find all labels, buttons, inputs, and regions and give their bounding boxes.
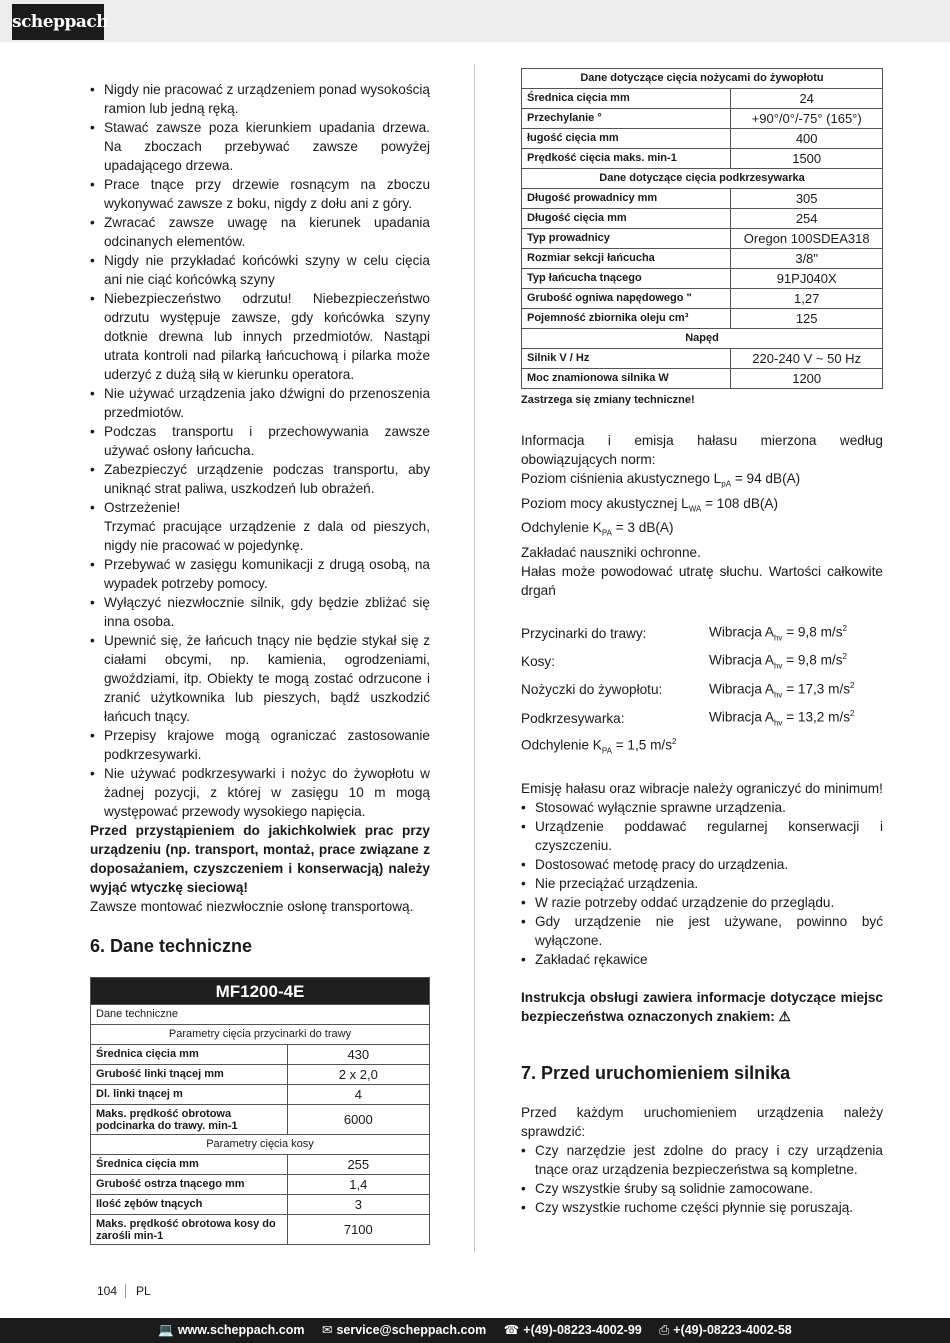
group-header-drive: Napęd — [522, 329, 883, 349]
language-code: PL — [125, 1284, 151, 1298]
vibration-value: Wibracja $A_{hv} = 17,3$ $m/s^2$ — [709, 680, 855, 699]
unplug-warning: Przed przystąpieniem do jakichkolwiek prac przy urządzeniu (np. transport, montaż, prace związane z doposażaniem, czyszczeniem i konserwacją) należy wyjąć wtyczkę sieciową! — [90, 823, 430, 895]
row-label: Ilość zębów tnących — [91, 1195, 288, 1215]
list-item: • Zabezpieczyć urządzenie podczas transportu, aby uniknąć strat paliwa, uszkodzeń lub obrażeń. — [90, 460, 430, 498]
computer-icon: 💻 — [158, 1323, 174, 1337]
list-item: • Zwracać zawsze uwagę na kierunek upadania odcinanych elementów. — [90, 213, 430, 251]
list-item: • Nigdy nie przykładać końcówki szyny w celu cięcia ani nie ciąć końcówką szyny — [90, 251, 430, 289]
noise-power: Poziom mocy akustycznej $L_{WA} = 108$ dB(A) — [521, 495, 779, 514]
fax-number: +(49)-08223-4002-58 — [673, 1323, 792, 1337]
list-item: • Przebywać w zasięgu komunikacji z drugą osobą, na wypadek potrzeby pomocy. — [90, 555, 430, 593]
list-item: • Urządzenie poddawać regularnej konserwacji i czyszczeniu. — [521, 817, 883, 855]
transport-guard-note: Zawsze montować niezwłocznie osłonę transportową. — [90, 899, 414, 914]
scheppach-logo: scheppach — [12, 4, 104, 40]
page-footer — [97, 1284, 151, 1298]
table-row — [522, 209, 883, 229]
row-value: 305 — [731, 189, 883, 209]
right-column — [521, 68, 883, 1217]
group-header-pruner: Dane dotyczące cięcia podkrzesywarka — [522, 169, 883, 189]
phone-icon: ☎ — [503, 1323, 520, 1337]
list-item: • Czy narzędzie jest zdolne do pracy i czy urządzenia tnące oraz urządzenia bezpieczeństwa są kompletne. — [521, 1141, 883, 1179]
row-label: Przechylanie ° — [522, 109, 731, 129]
table-row — [522, 109, 883, 129]
list-item: • Dostosować metodę pracy do urządzenia. — [521, 855, 883, 874]
fax-item — [659, 1323, 792, 1337]
table-row — [522, 309, 883, 329]
row-value: 1500 — [731, 149, 883, 169]
vibration-table — [521, 619, 883, 760]
row-label: Grubość ogniwa napędowego " — [522, 289, 731, 309]
technical-data-table-continued — [521, 68, 883, 389]
table-row — [91, 1085, 430, 1105]
row-value: 430 — [287, 1045, 429, 1065]
row-label: ługość cięcia mm — [522, 129, 731, 149]
table-row — [522, 149, 883, 169]
mail-icon: ✉ — [321, 1323, 333, 1337]
row-value: 6000 — [287, 1105, 429, 1135]
list-item: • Stosować wyłącznie sprawne urządzenia. — [521, 798, 883, 817]
table-row — [521, 676, 883, 704]
list-item: • Podczas transportu i przechowywania zawsze używać osłony łańcucha. — [90, 422, 430, 460]
minimize-list — [521, 798, 883, 969]
list-item: • Przepisy krajowe mogą ograniczać zastosowanie podkrzesywarki. — [90, 726, 430, 764]
row-label: Grubość ostrza tnącego mm — [91, 1175, 288, 1195]
vibration-tool: Podkrzesywarka: — [521, 710, 625, 726]
list-item — [90, 498, 430, 555]
vibration-value: Wibracja $A_{hv} = 13,2$ $m/s^2$ — [709, 708, 855, 728]
table-row — [522, 129, 883, 149]
row-label: Maks. prędkość obrotowa kosy do zarośli min-1 — [91, 1215, 288, 1245]
row-value: 2 x 2,0 — [287, 1065, 429, 1085]
left-column — [90, 80, 430, 1245]
email-item[interactable] — [322, 1323, 486, 1337]
vibration-tool: Kosy: — [521, 654, 555, 670]
table-row — [522, 269, 883, 289]
table-row — [522, 89, 883, 109]
row-value: Oregon 100SDEA318 — [731, 229, 883, 249]
list-item: • Czy wszystkie ruchome części płynnie się poruszają. — [521, 1198, 883, 1217]
vibration-value: Wibracja $A_{hv} = 9,8$ $m/s^2$ — [709, 624, 847, 643]
hearing-loss-note: Hałas może powodować utratę słuchu. Wartości całkowite drgań — [521, 564, 883, 599]
table-title: Dane techniczne — [91, 1005, 430, 1025]
list-item: • Wyłączyć niezwłocznie silnik, gdy będzie zbliżać się inna osoba. — [90, 593, 430, 631]
row-label: Dl. linki tnącej m — [91, 1085, 288, 1105]
minimize-note: Emisję hałasu oraz wibracje należy ograniczyć do minimum! — [521, 781, 883, 797]
safety-symbol-note: Instrukcja obsługi zawiera informacje dotyczące miejsc bezpieczeństwa oznaczonych znakiem: ⚠ — [521, 990, 883, 1025]
row-label: Typ łańcucha tnącego — [522, 269, 731, 289]
table-row — [521, 647, 883, 675]
list-item: • Prace tnące przy drzewie rosnącym na zboczu wykonywać zawsze z boku, nigdy z dołu ani z góry. — [90, 175, 430, 213]
contact-bar — [0, 1318, 950, 1343]
vibration-tool: Nożyczki do żywopłotu: — [521, 682, 663, 698]
group-header-hedge: Dane dotyczące cięcia nożycami do żywopłotu — [522, 69, 883, 89]
row-label: Średnica cięcia mm — [91, 1155, 288, 1175]
row-value: 1200 — [731, 369, 883, 389]
row-value: 1,4 — [287, 1175, 429, 1195]
row-value: 3 — [287, 1195, 429, 1215]
row-value: 255 — [287, 1155, 429, 1175]
phone-number: +(49)-08223-4002-99 — [523, 1323, 642, 1337]
page-number: 104 — [97, 1284, 118, 1298]
list-item: • Stawać zawsze poza kierunkiem upadania drzewa. Na zboczach przebywać zawsze powyżej upadającego drzewa. — [90, 118, 430, 175]
warning-text: Trzymać pracujące urządzenie z dala od pieszych, nigdy nie pracować w pojedynkę. — [104, 519, 430, 553]
table-row — [91, 1155, 430, 1175]
column-divider — [474, 64, 475, 1252]
check-list — [521, 1141, 883, 1217]
row-value: 24 — [731, 89, 883, 109]
row-value: 400 — [731, 129, 883, 149]
email-link[interactable]: service@scheppach.com — [336, 1323, 487, 1337]
list-item: • Nie przeciążać urządzenia. — [521, 874, 883, 893]
website-item[interactable] — [158, 1323, 304, 1337]
row-label: Silnik V / Hz — [522, 349, 731, 369]
row-value: 254 — [731, 209, 883, 229]
technical-data-table — [90, 977, 430, 1245]
warning-label: • Ostrzeżenie! — [104, 500, 181, 515]
ear-protection-note: Zakładać nauszniki ochronne. — [521, 545, 701, 561]
phone-item — [504, 1323, 642, 1337]
section-title-before-start: 7. Przed uruchomieniem silnika — [521, 1063, 791, 1084]
row-label: Średnica cięcia mm — [91, 1045, 288, 1065]
row-label: Prędkość cięcia maks. min-1 — [522, 149, 731, 169]
table-row — [91, 1045, 430, 1065]
group-header-brushcutter: Parametry cięcia kosy — [91, 1135, 430, 1155]
list-item: • Upewnić się, że łańcuch tnący nie będzie stykał się z ciałami obcymi, np. kamienia, ogrodzeniami, gwoździami, itp. Obiekty te mogą zostać odrzucone i zranić użytkownika lub pieszych, bądź uszkodzić łańcuch tnący. — [90, 631, 430, 726]
website-link[interactable]: www.scheppach.com — [177, 1323, 305, 1337]
list-item: • Niebezpieczeństwo odrzutu! Niebezpieczeństwo odrzutu występuje zawsze, gdy końcówka szyny dotknie drewna lub innych przedmiotów. Nastąpi utrata kontroli nad pilarką łańcuchową i pilarka może uderzyć z dużą siłą w kierunku operatora. — [90, 289, 430, 384]
row-label: Średnica cięcia mm — [522, 89, 731, 109]
table-row — [521, 704, 883, 732]
row-label: Pojemność zbiornika oleju cm³ — [522, 309, 731, 329]
table-row — [522, 229, 883, 249]
noise-deviation: Odchylenie $K_{PA} = 3$ dB(A) — [521, 520, 674, 539]
noise-intro: Informacja i emisja hałasu mierzona według obowiązujących norm: — [521, 433, 883, 467]
fax-icon: ⎙ — [659, 1323, 670, 1337]
list-item: • W razie potrzeby oddać urządzenie do przeglądu. — [521, 893, 883, 912]
list-item: • Gdy urządzenie nie jest używane, powinno być wyłączone. — [521, 912, 883, 950]
table-row — [521, 619, 883, 647]
table-row — [522, 289, 883, 309]
table-row — [91, 1065, 430, 1085]
row-value: +90°/0°/-75° (165°) — [731, 109, 883, 129]
row-label: Moc znamionowa silnika W — [522, 369, 731, 389]
noise-pressure: Poziom ciśnienia akustycznego $L_{pA} = 94$ dB(A) — [521, 471, 801, 489]
row-label: Długość cięcia mm — [522, 209, 731, 229]
list-item: • Nigdy nie pracować z urządzeniem ponad wysokością ramion lub jedną ręką. — [90, 80, 430, 118]
table-row — [91, 1215, 430, 1245]
table-row — [522, 369, 883, 389]
table-row — [91, 1195, 430, 1215]
vibration-tool: Przycinarki do trawy: — [521, 625, 647, 641]
row-value: 1,27 — [731, 289, 883, 309]
list-item: • Nie używać podkrzesywarki i nożyc do żywopłotu w żadnej pozycji, z której w zasięgu 10 m mogą występować przewody wysokiego napięcia. — [90, 764, 430, 821]
check-intro: Przed każdym uruchomieniem urządzenia należy sprawdzić: — [521, 1105, 883, 1140]
row-label: Maks. prędkość obrotowa podcinarka do trawy. min-1 — [91, 1105, 288, 1135]
table-row — [522, 249, 883, 269]
list-item: • Zakładać rękawice — [521, 950, 883, 969]
table-row — [91, 1175, 430, 1195]
row-value: 7100 — [287, 1215, 429, 1245]
section-title-technical-data: 6. Dane techniczne — [90, 936, 253, 956]
row-value: 4 — [287, 1085, 429, 1105]
table-row — [522, 349, 883, 369]
row-value: 91PJ040X — [731, 269, 883, 289]
row-value: 125 — [731, 309, 883, 329]
table-row — [522, 189, 883, 209]
table-row — [521, 732, 883, 760]
row-value: 220-240 V ~ 50 Hz — [731, 349, 883, 369]
list-item: • Nie używać urządzenia jako dźwigni do przenoszenia przedmiotów. — [90, 384, 430, 422]
group-header-trimmer: Parametry cięcia przycinarki do trawy — [91, 1025, 430, 1045]
row-label: Długość prowadnicy mm — [522, 189, 731, 209]
header-bar — [0, 0, 950, 42]
list-item: • Czy wszystkie śruby są solidnie zamocowane. — [521, 1179, 883, 1198]
row-label: Grubość linki tnącej mm — [91, 1065, 288, 1085]
table-row — [91, 1105, 430, 1135]
row-label: Rozmiar sekcji łańcucha — [522, 249, 731, 269]
vibration-value: Wibracja $A_{hv} = 9,8$ $m/s^2$ — [709, 652, 847, 671]
row-label: Typ prowadnicy — [522, 229, 731, 249]
technical-changes-note: Zastrzega się zmiany techniczne! — [521, 394, 695, 406]
row-value: 3/8" — [731, 249, 883, 269]
model-name: MF1200-4E — [91, 978, 430, 1005]
vibration-deviation: Odchylenie $K_{PA} = 1,5$ $m/s^2$ — [521, 737, 677, 756]
safety-bullet-list — [90, 80, 430, 821]
